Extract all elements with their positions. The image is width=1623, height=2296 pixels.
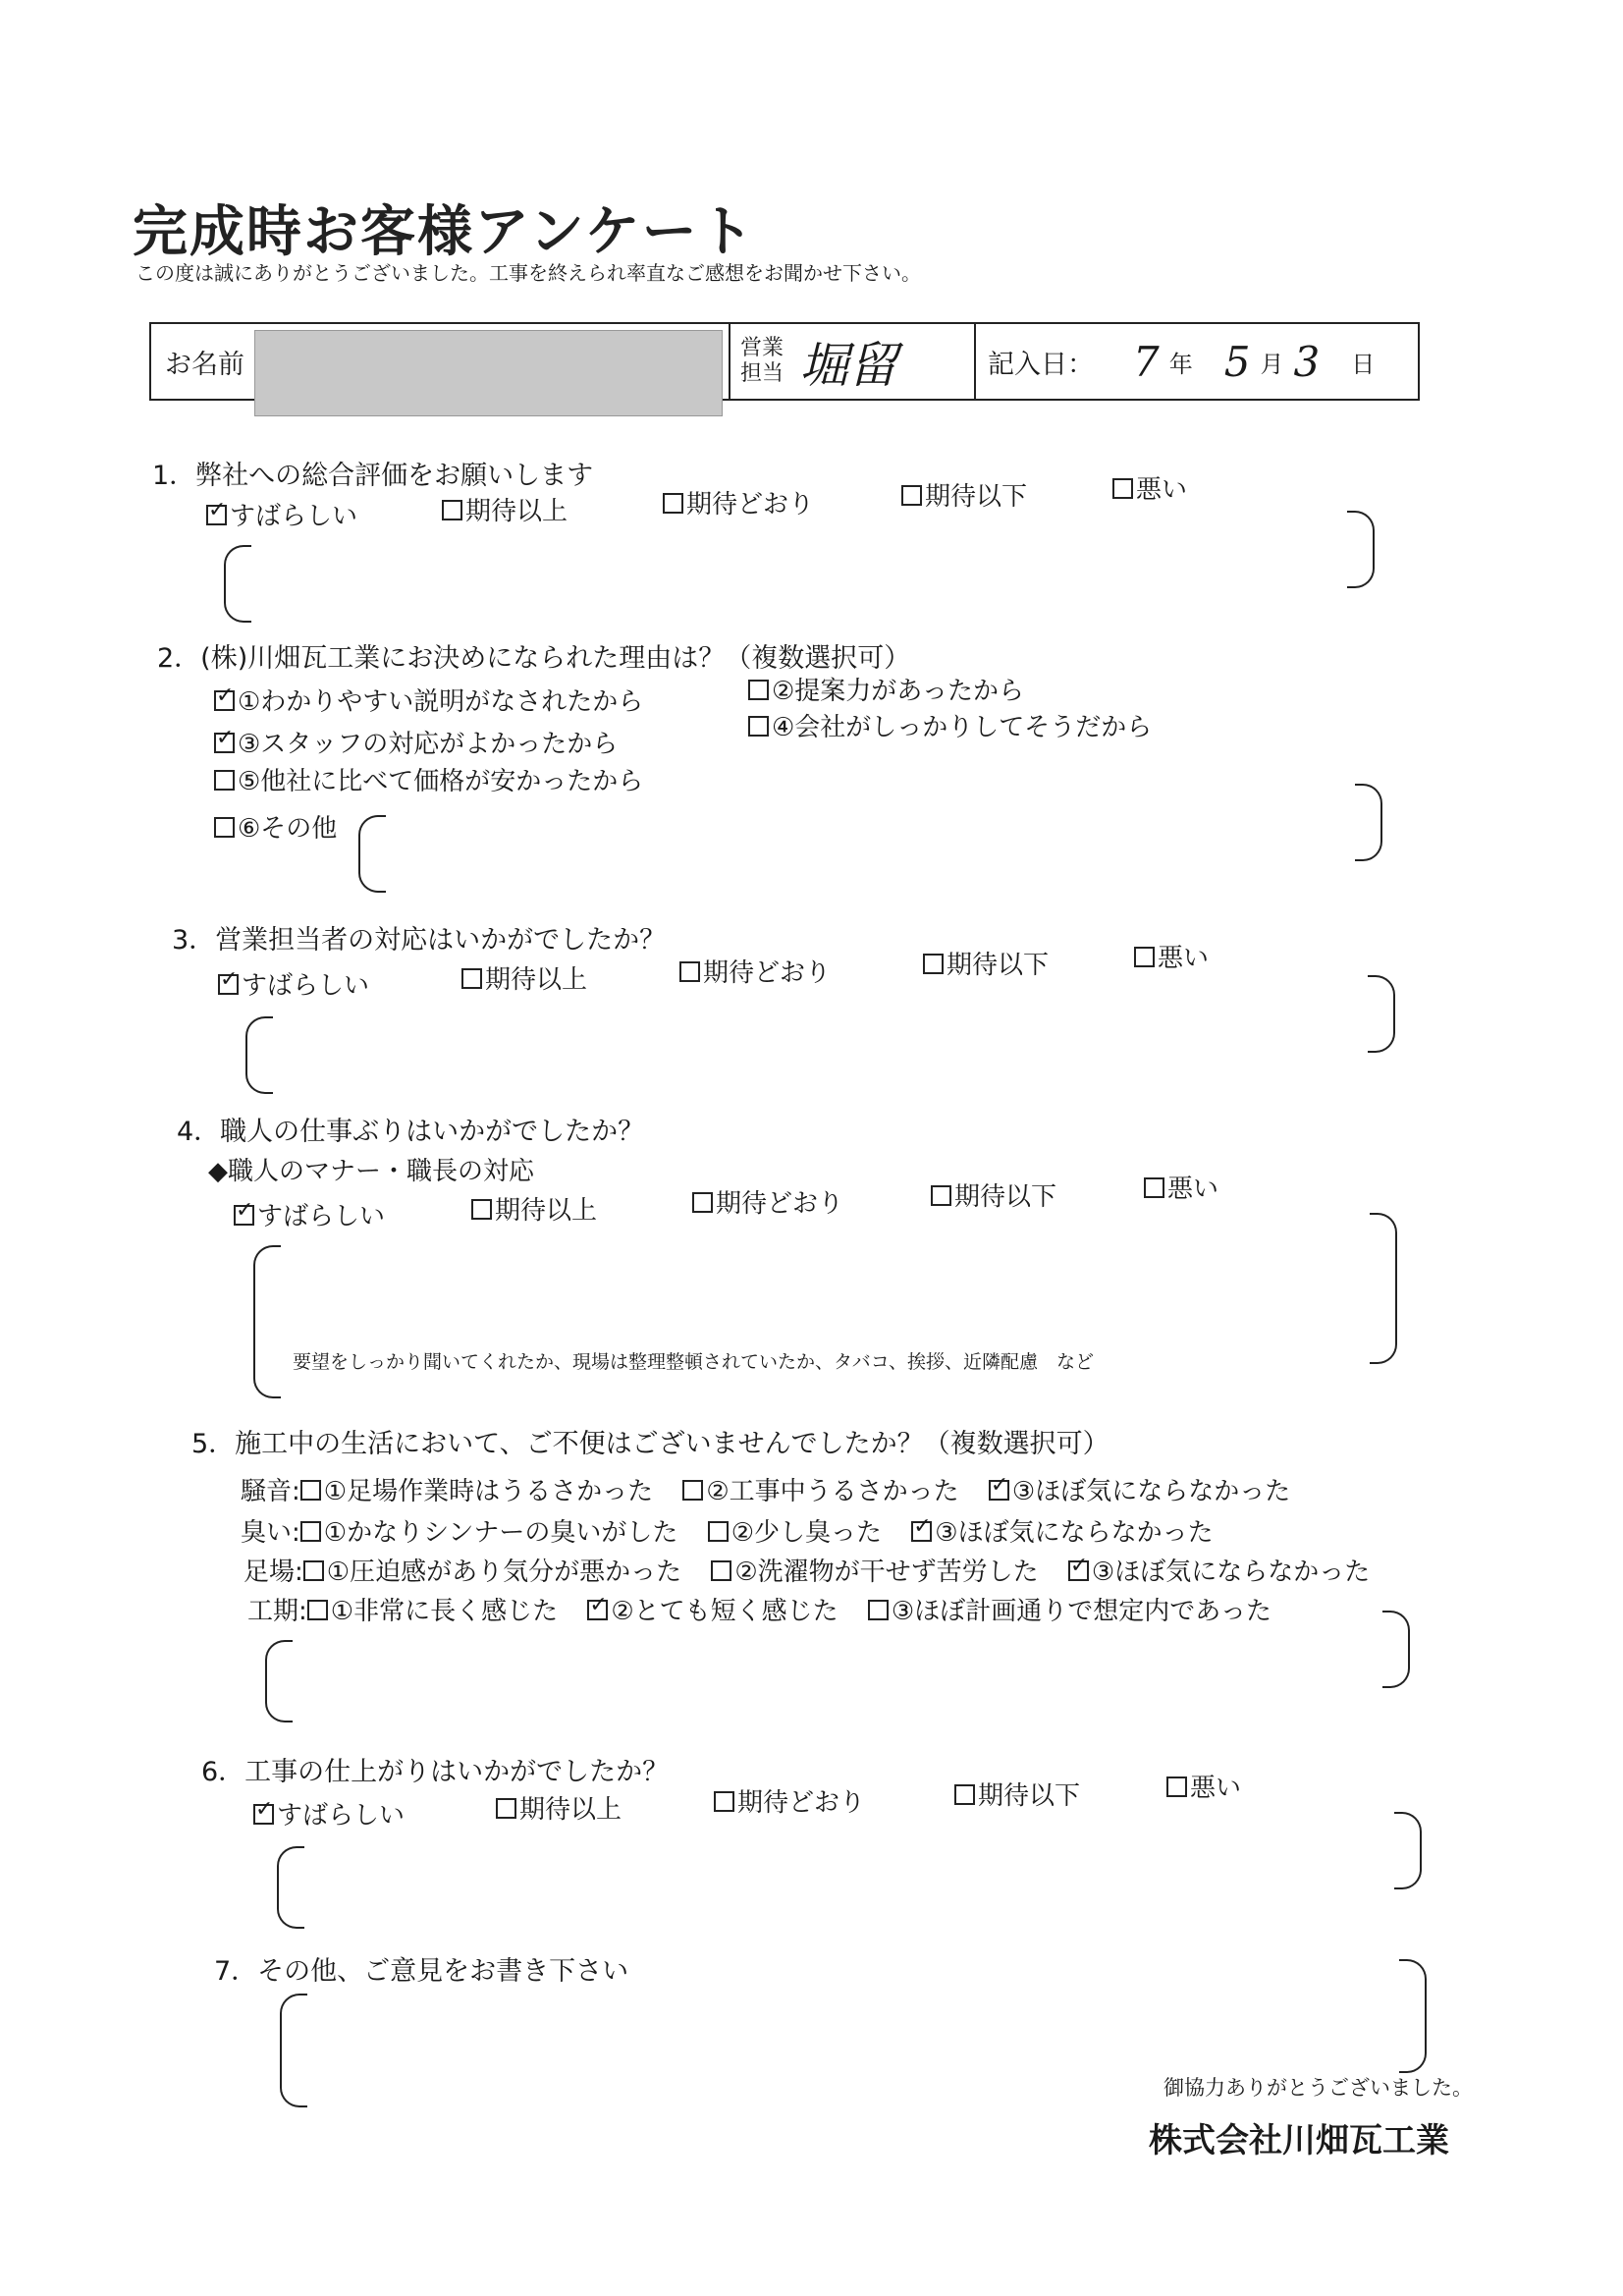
checkbox[interactable] xyxy=(682,1480,703,1501)
checkbox[interactable] xyxy=(901,485,922,506)
checkbox[interactable] xyxy=(234,1205,254,1226)
q6-option-4[interactable]: 期待以下 xyxy=(954,1776,1080,1812)
checkbox[interactable] xyxy=(300,1521,321,1542)
q3-option-2[interactable]: 期待以上 xyxy=(461,959,587,996)
q3-comment-bracket-right xyxy=(1368,975,1395,1053)
checkbox[interactable] xyxy=(989,1480,1009,1501)
checkbox[interactable] xyxy=(461,968,482,989)
checkbox[interactable] xyxy=(954,1784,975,1805)
checkbox[interactable] xyxy=(214,690,235,711)
checkbox[interactable] xyxy=(711,1560,731,1581)
q3-title: 3．営業担当者の対応はいかがでしたか？ xyxy=(172,925,667,956)
checkbox[interactable] xyxy=(496,1798,516,1819)
q5-row-period: 工期: ①非常に長く感じた ✓ ②とても短く感じた ③ほぼ計画通りで想定内であった xyxy=(247,1591,1271,1627)
checkbox[interactable] xyxy=(748,680,769,700)
q5-title: 5．施工中の生活において、ご不便はございませんでしたか？（複数選択可） xyxy=(191,1429,1109,1459)
q5-row-smell: 臭い: ①かなりシンナーの臭いがした ②少し臭った ✓ ③ほぼ気にならなかった xyxy=(241,1512,1214,1549)
checkbox[interactable] xyxy=(214,817,235,838)
q1-comment-bracket-left xyxy=(224,545,251,623)
checkbox[interactable] xyxy=(679,961,700,982)
q1-comment-bracket-right xyxy=(1347,511,1375,588)
q5-row-scaffold: 足場: ①圧迫感があり気分が悪かった ②洗濯物が干せず苦労した ✓ ③ほぼ気にならなかった xyxy=(243,1552,1370,1588)
q4-option-5[interactable]: 悪い xyxy=(1144,1169,1218,1205)
name-label-cell xyxy=(165,324,244,399)
date-month-unit: 月 xyxy=(1260,350,1284,378)
q2-option-6[interactable]: ⑥その他 xyxy=(214,808,337,845)
q4-hint: 要望をしっかり聞いてくれたか、現場は整理整頓されていたか、タバコ、挨拶、近隣配慮 など xyxy=(293,1351,1095,1373)
thanks-text: 御協力ありがとうございました。 xyxy=(1163,2076,1473,2100)
checkbox[interactable] xyxy=(442,500,462,520)
q1-option-2[interactable]: 期待以上 xyxy=(442,491,568,527)
q4-title: 4．職人の仕事ぶりはいかがでしたか？ xyxy=(177,1117,645,1147)
q3-option-4[interactable]: 期待以下 xyxy=(923,945,1049,981)
checkbox[interactable] xyxy=(300,1480,321,1501)
q5-scaffold-option-1[interactable]: ①圧迫感があり気分が悪かった xyxy=(303,1558,681,1587)
q5-period-option-1[interactable]: ①非常に長く感じた xyxy=(307,1597,558,1626)
checkbox[interactable] xyxy=(1144,1177,1164,1198)
checkbox[interactable] xyxy=(663,493,683,514)
name-label: お名前 xyxy=(165,349,244,380)
q4-option-2[interactable]: 期待以上 xyxy=(471,1190,597,1227)
sales-label-1: 営業 xyxy=(740,336,784,360)
q6-title: 6．工事の仕上がりはいかがでしたか？ xyxy=(201,1757,670,1787)
checkbox[interactable] xyxy=(692,1192,713,1213)
checkbox[interactable] xyxy=(708,1521,729,1542)
survey-title: 完成時お客様アンケート xyxy=(133,200,756,264)
sales-label-cell xyxy=(740,324,784,399)
q5-scaffold-option-3[interactable]: ✓ ③ほぼ気にならなかった xyxy=(1068,1558,1370,1587)
q6-comment-bracket-right xyxy=(1394,1812,1422,1889)
q2-other-bracket-right xyxy=(1355,784,1382,861)
q5-smell-option-3[interactable]: ✓ ③ほぼ気にならなかった xyxy=(911,1518,1213,1548)
checkbox[interactable] xyxy=(214,770,235,791)
q5-row-noise: 騒音: ①足場作業時はうるさかった ②工事中うるさかった ✓ ③ほぼ気にならなかった xyxy=(241,1471,1290,1507)
q6-option-2[interactable]: 期待以上 xyxy=(496,1789,622,1826)
q2-option-5[interactable]: ⑤他社に比べて価格が安かったから xyxy=(214,761,643,797)
q2-option-3[interactable]: ✓③スタッフの対応がよかったから xyxy=(214,724,618,760)
name-redacted xyxy=(254,330,723,416)
checkbox[interactable] xyxy=(1112,478,1133,499)
q4-option-3[interactable]: 期待どおり xyxy=(692,1183,843,1220)
q5-smell-option-2[interactable]: ②少し臭った xyxy=(708,1518,882,1548)
date-month: 5 xyxy=(1223,337,1251,386)
checkbox[interactable] xyxy=(911,1521,932,1542)
date-year-unit: 年 xyxy=(1168,350,1193,378)
checkbox[interactable] xyxy=(253,1804,274,1825)
sales-name: 堀留 xyxy=(799,337,897,394)
q5-period-option-3[interactable]: ③ほぼ計画通りで想定内であった xyxy=(868,1597,1271,1626)
date-label: 記入日： xyxy=(988,349,1094,380)
q1-option-1[interactable]: ✓すばらしい xyxy=(206,496,357,532)
q5-scaffold-option-2[interactable]: ②洗濯物が干せず苦労した xyxy=(711,1558,1038,1587)
q1-option-3[interactable]: 期待どおり xyxy=(663,484,814,520)
q7-comment-bracket-left xyxy=(280,1994,307,2107)
q4-option-4[interactable]: 期待以下 xyxy=(931,1176,1056,1213)
date-day: 3 xyxy=(1293,337,1321,386)
q6-option-5[interactable]: 悪い xyxy=(1166,1768,1241,1804)
q5-smell-option-1[interactable]: ①かなりシンナーの臭いがした xyxy=(300,1518,678,1548)
checkbox[interactable] xyxy=(1166,1777,1187,1797)
checkbox[interactable] xyxy=(303,1560,324,1581)
checkbox[interactable] xyxy=(1134,947,1155,967)
intro-text: この度は誠にありがとうございました。工事を終えられ率直なご感想をお聞かせ下さい。 xyxy=(135,261,921,285)
date-year: 7 xyxy=(1133,337,1160,386)
checkbox[interactable] xyxy=(218,974,239,995)
q1-option-4[interactable]: 期待以下 xyxy=(901,476,1027,513)
q4-subtitle: ◆職人のマナー・職長の対応 xyxy=(208,1157,534,1186)
q2-other-bracket-left xyxy=(358,815,386,893)
q3-comment-bracket-left xyxy=(245,1016,273,1094)
checkbox[interactable] xyxy=(307,1600,328,1620)
q6-comment-bracket-left xyxy=(277,1846,304,1929)
q4-comment-bracket-left xyxy=(253,1245,281,1398)
checkbox[interactable] xyxy=(1068,1560,1089,1581)
q3-option-3[interactable]: 期待どおり xyxy=(679,953,831,989)
checkbox[interactable] xyxy=(868,1600,889,1620)
q1-title: 1．弊社への総合評価をお願いします xyxy=(152,461,594,491)
q7-comment-bracket-right xyxy=(1399,1959,1427,2073)
checkbox[interactable] xyxy=(748,716,769,737)
q2-option-4[interactable]: ④会社がしっかりしてそうだから xyxy=(748,707,1152,743)
q4-comment-bracket-right xyxy=(1370,1213,1397,1364)
date-cell xyxy=(988,324,1375,399)
q5-comment-bracket-left xyxy=(265,1640,293,1722)
q5-noise-option-2[interactable]: ②工事中うるさかった xyxy=(682,1477,958,1506)
q5-noise-option-1[interactable]: ①足場作業時はうるさかった xyxy=(300,1477,653,1506)
header-table xyxy=(149,322,1420,401)
q6-option-1[interactable]: ✓すばらしい xyxy=(253,1795,405,1831)
q2-option-1[interactable]: ✓①わかりやすい説明がなされたから xyxy=(214,682,643,718)
checkbox[interactable] xyxy=(206,505,227,525)
q4-option-1[interactable]: ✓すばらしい xyxy=(234,1196,385,1232)
q7-title: 7．その他、ご意見をお書き下さい xyxy=(214,1956,629,1987)
q6-option-3[interactable]: 期待どおり xyxy=(714,1782,865,1819)
q5-comment-bracket-right xyxy=(1382,1611,1410,1688)
q2-option-2[interactable]: ②提案力があったから xyxy=(748,671,1024,707)
checkbox[interactable] xyxy=(714,1791,734,1812)
q3-option-1[interactable]: ✓すばらしい xyxy=(218,965,369,1002)
checkbox[interactable] xyxy=(214,733,235,753)
checkbox[interactable] xyxy=(923,954,944,974)
q3-option-5[interactable]: 悪い xyxy=(1134,938,1209,974)
q2-title: 2．(株)川畑瓦工業にお決めになられた理由は？（複数選択可） xyxy=(157,643,911,674)
checkbox[interactable] xyxy=(471,1199,492,1220)
q5-period-option-2[interactable]: ✓ ②とても短く感じた xyxy=(587,1597,838,1626)
checkbox[interactable] xyxy=(587,1600,608,1620)
q1-option-5[interactable]: 悪い xyxy=(1112,469,1187,506)
company-name: 株式会社川畑瓦工業 xyxy=(1149,2121,1449,2160)
sales-label-2: 担当 xyxy=(740,361,784,386)
checkbox[interactable] xyxy=(931,1185,951,1206)
date-day-unit: 日 xyxy=(1351,350,1376,378)
q5-noise-option-3[interactable]: ✓ ③ほぼ気にならなかった xyxy=(989,1477,1290,1506)
